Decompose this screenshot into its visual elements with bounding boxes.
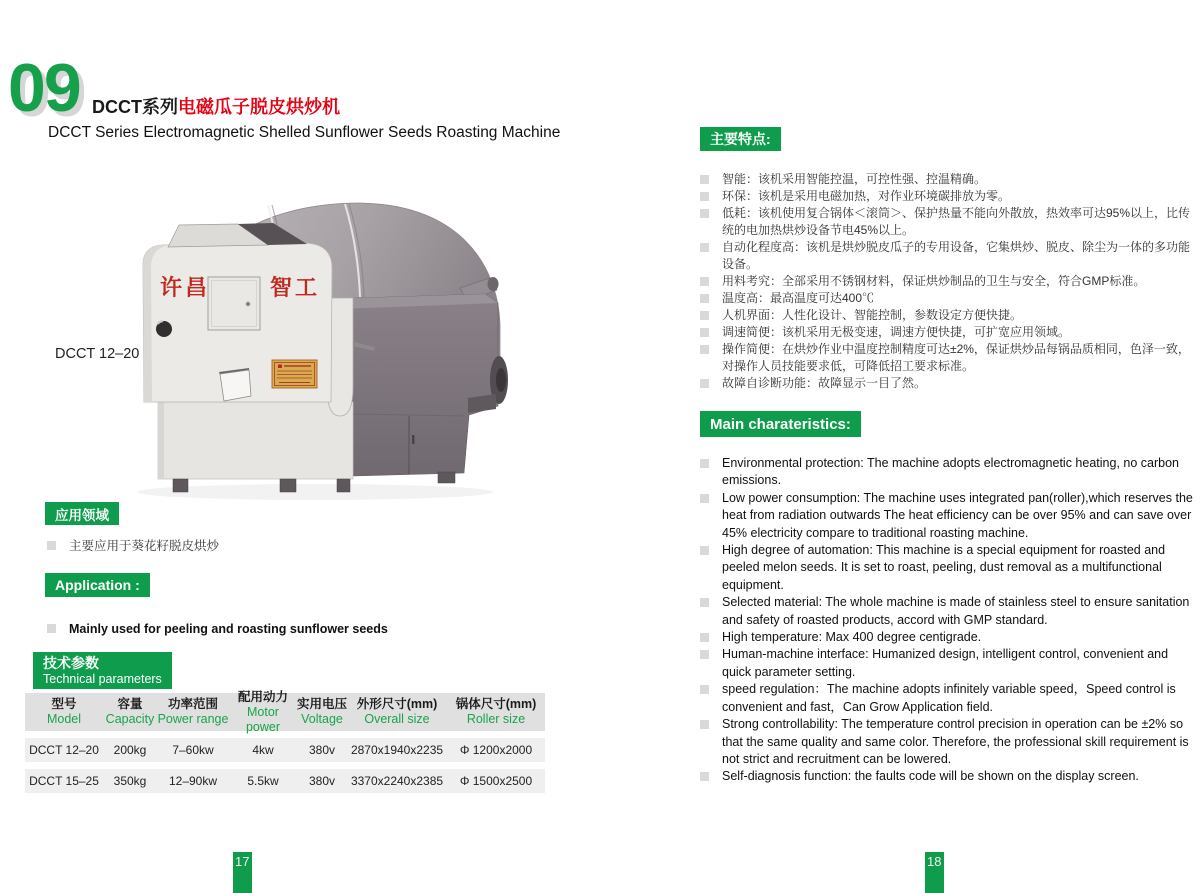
application-header-zh: 应用领域 (45, 502, 119, 525)
col-voltage: 实用电压 Voltage (297, 697, 348, 726)
tech-params-header-zh: 技术参数 (43, 654, 99, 671)
application-item-zh-text: 主要应用于葵花籽脱皮烘炒 (69, 539, 220, 553)
features-en-header: Main charateristics: (700, 411, 861, 437)
list-item: 环保：该机是采用电磁加热，对作业环境碳排放为零。 (700, 188, 1192, 205)
page-number-right: 18 (925, 852, 944, 893)
tech-params-header (33, 652, 172, 689)
page-title-zh: DCCT系列 (92, 97, 178, 117)
list-item: Low power consumption: The machine uses integrated pan(roller),which reserves the heat from radiation outwards The heat efficiency can be over 95% and can save over 45% electricity compare to traditional roasting machine. (700, 490, 1194, 542)
col-motor-power: 配用动力 Motor power (237, 689, 288, 734)
col-power-range: 功率范围 Power range (157, 697, 229, 726)
list-item: 操作简便：在烘炒作业中温度控制精度可达±2%，保证烘炒品每锅品质相同，色泽一致，对操作人员技能要求低，可降低招工要求标准。 (700, 341, 1192, 375)
page-title (92, 93, 340, 119)
bullet-square-icon (700, 650, 709, 659)
list-item: 调速简便：该机采用无极变速，调速方便快捷，可扩宽应用领域。 (700, 324, 1192, 341)
list-item: 温度高：最高温度可达400℃ (700, 290, 1192, 307)
col-roller-size: 锅体尺寸(mm) Roller size (455, 697, 537, 726)
list-item: 人机界面：人性化设计、智能控制，参数设定方便快捷。 (700, 307, 1192, 324)
machine-brand-right: 智工 (270, 275, 321, 300)
col-model: 型号 Model (46, 697, 82, 726)
machine-inspection-window (208, 277, 260, 330)
list-item: 智能：该机采用智能控温，可控性强、控温精确。 (700, 171, 1192, 188)
bullet-square-icon (700, 459, 709, 468)
bullet-square-icon (700, 598, 709, 607)
table-row: DCCT 15–25 350kg 12–90kw 5.5kw 380v 3370x2240x2385 Φ 1500x2500 (25, 769, 545, 793)
machine-chute (219, 368, 251, 401)
bullet-square-icon (700, 685, 709, 694)
machine-model-label: DCCT 12–20 (55, 346, 140, 362)
bullet-square-icon (700, 175, 709, 184)
list-item: 用料考究：全部采用不锈钢材料，保证烘炒制品的卫生与安全，符合GMP标准。 (700, 273, 1192, 290)
list-item: Human-machine interface: Humanized design, intelligent control, convenient and quick parameter setting. (700, 646, 1194, 681)
application-header-en: Application : (45, 573, 150, 597)
bullet-square-icon (700, 494, 709, 503)
list-item: speed regulation：The machine adopts infinitely variable speed，Speed control is convenient and fast，Can Grow Application field. (700, 681, 1194, 716)
list-item: 低耗：该机使用复合锅体＜滚筒＞、保护热量不能向外散放，热效率可达95%以上，比传统的电加热烘炒设备节电45%以上。 (700, 205, 1192, 239)
features-zh-list (700, 171, 1192, 392)
list-item: Self-diagnosis function: the faults code will be shown on the display screen. (700, 768, 1194, 785)
section-number: 09 (8, 50, 80, 126)
machine-round-port (156, 321, 172, 337)
bullet-square-icon (700, 720, 709, 729)
tech-params-table (25, 689, 545, 793)
page-number-left: 17 (233, 852, 252, 893)
list-item: High temperature: Max 400 degree centigrade. (700, 629, 1194, 646)
application-item-en (47, 622, 507, 637)
bullet-square-icon (700, 345, 709, 354)
bullet-square-icon (47, 541, 56, 550)
machine-nameplate (272, 360, 317, 388)
bullet-square-icon (700, 277, 709, 286)
col-capacity: 容量 Capacity (105, 697, 155, 726)
bullet-square-icon (700, 328, 709, 337)
table-header-row (25, 689, 545, 734)
list-item: 自动化程度高：该机是烘炒脱皮瓜子的专用设备，它集烘炒、脱皮、除尘为一体的多功能设备。 (700, 239, 1192, 273)
list-item: Strong controllability: The temperature control precision in operation can be ±2% so that the same quality and same color. Therefore, the professional skill requirement is not strict and recruitment can be lowered. (700, 716, 1194, 768)
features-en-list (700, 455, 1194, 786)
list-item: 故障自诊断功能：故障显示一目了然。 (700, 375, 1192, 392)
list-item: Environmental protection: The machine adopts electromagnetic heating, no carbon emissions. (700, 455, 1194, 490)
page-title-en: DCCT Series Electromagnetic Shelled Sunflower Seeds Roasting Machine (48, 124, 561, 141)
tech-params-header-en: Technical parameters (43, 671, 162, 686)
bullet-square-icon (700, 546, 709, 555)
table-row: DCCT 12–20 200kg 7–60kw 4kw 380v 2870x1940x2235 Φ 1200x2000 (25, 738, 545, 762)
bullet-square-icon (700, 379, 709, 388)
bullet-square-icon (700, 633, 709, 642)
list-item: High degree of automation: This machine is a special equipment for roasted and peeled melon seeds. It is set to roast, peeling, dust removal as a multifunctional equipment. (700, 542, 1194, 594)
machine-base (158, 402, 353, 479)
page-title-zh-red: 电磁瓜子脱皮烘炒机 (178, 97, 340, 117)
bullet-square-icon (700, 311, 709, 320)
application-item-zh (47, 539, 467, 554)
bullet-square-icon (700, 243, 709, 252)
col-overall-size: 外形尺寸(mm) Overall size (356, 697, 438, 726)
bullet-square-icon (700, 294, 709, 303)
bullet-square-icon (700, 209, 709, 218)
features-zh-header: 主要特点: (700, 127, 781, 151)
bullet-square-icon (700, 192, 709, 201)
bullet-square-icon (700, 772, 709, 781)
list-item: Selected material: The whole machine is made of stainless steel to ensure sanitation and safety of roasted products, accord with GMP standard. (700, 594, 1194, 629)
machine-brand-left: 许昌 (160, 275, 211, 300)
application-item-en-text: Mainly used for peeling and roasting sunflower seeds (69, 622, 388, 636)
bullet-square-icon (47, 624, 56, 633)
machine-shadow (137, 484, 493, 500)
